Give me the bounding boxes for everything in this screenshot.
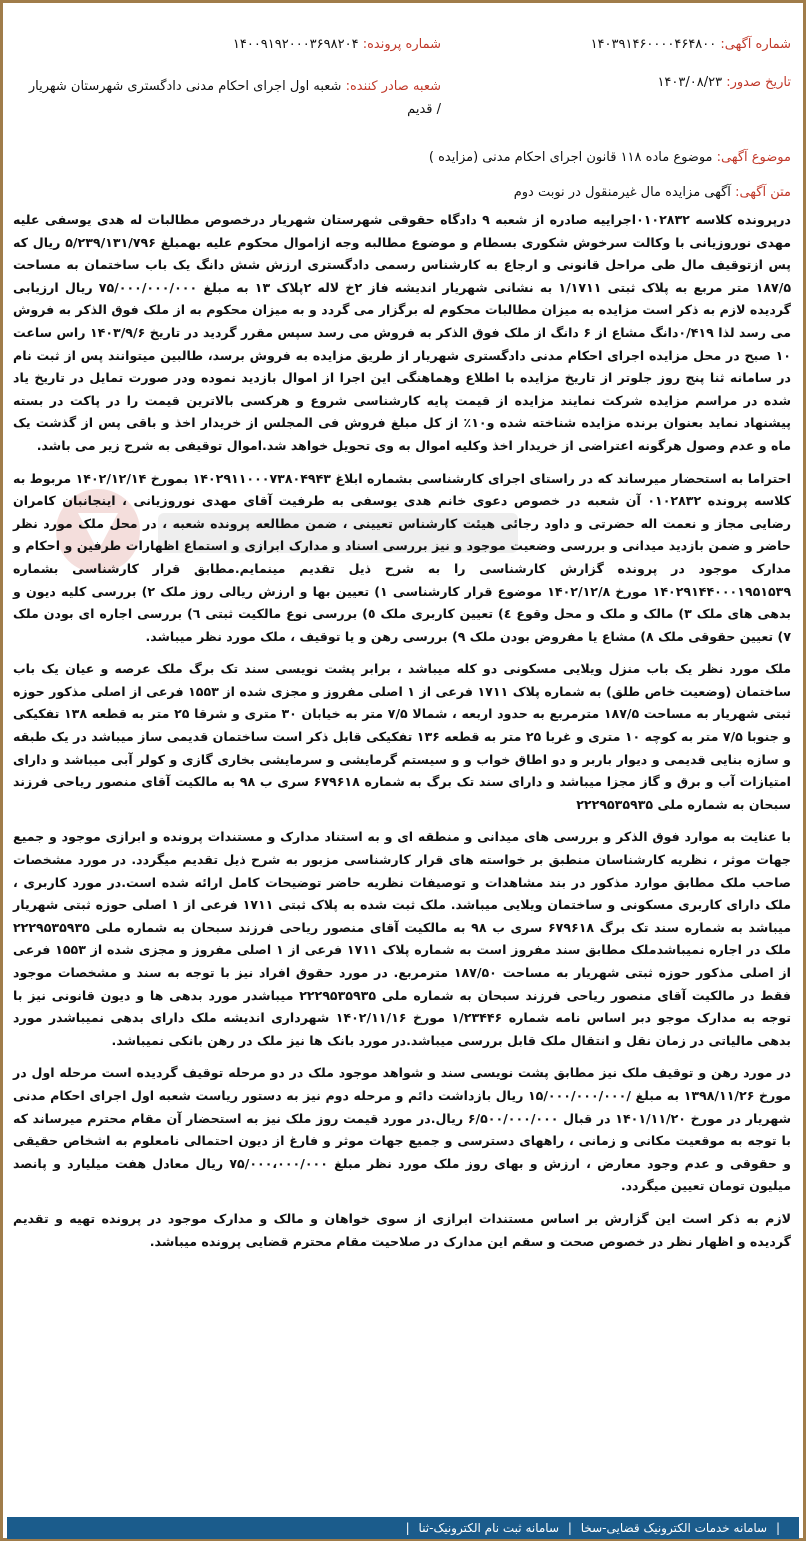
footer-bar xyxy=(7,1517,799,1539)
issue-date-row xyxy=(657,75,791,90)
ad-number: ۱۴۰۳۹۱۴۶۰۰۰۰۴۶۴۸۰۰ xyxy=(590,37,717,52)
paragraph-property-description: ملک مورد نظر یک باب منزل ویلایی مسکونی دو کله میباشد ، برابر پشت نویسی سند تک برگ ملک عرصه و عیان یک باب ساختمان (وضعیت خاص طلق) به شماره پلاک ۱۷۱۱ فرعی از ۱ اصلی مفروز و مجزی شده از ۱۵۵۳ فرعی از اصلی مذکور حوزه ثبتی شهریار به مساحت ۱۸۷/۵ مترمربع به حدود اربعه ، شمالا ۷/۵ متر به خیابان ۳۰ متری و شرقا ۲۵ متر به قطعه ۱۳۸ تفکیکی و جنوبا ۷/۵ متر به کوچه ۱۰ متری و غربا ۲۵ متر به قطعه ۱۳۶ تفکیکی قابل ذکر است ساختمان قدیمی ساز میباشد در یک طبقه و سازه بنایی قدیمی و دیوار باربر و دو اطاق خواب و و سیستم گرمایشی و سرمایشی بخاری گازی و کولر آبی میباشد و دارای امتیازات آب و برق و گاز مجزا میباشد و دارای سند تک برگ به شماره ۶۷۹۶۱۸ سری ب ۹۸ به مالکیت آقای منصور ریاحی فرزند سبحان به شماره ملی ۲۲۲۹۵۳۵۹۳۵ xyxy=(13,661,791,812)
paragraph-expert-opinion: با عنایت به موارد فوق الذکر و بررسی های میدانی و منطقه ای و به استناد مدارک و مستندات پرونده و ابرازی موجود و جمیع جهات موثر ، نظریه کارشناسان منطبق بر خواسته های قرار کارشناسی مزبور به شرح ذیل تقدیم میگردد. در مورد مشخصات صاحب ملک مطابق موارد مذکور در بند مشاهدات و توصیفات نظریه حاضر توضیحات کامل ارائه شده است.در مورد کاربری ، ملک دارای کاربری مسکونی و ساختمان ویلایی میباشد. ملک ثبت شده به پلاک ثبتی ۱۷۱۱ فرعی از ۱ اصلی حوزه ثبتی شهریار میباشد به شماره سند تک برگ ۶۷۹۶۱۸ سری ب ۹۸ به مالکیت آقای منصور ریاحی فرزند سبحان به شماره ملی ۲۲۲۹۵۳۵۹۳۵ ملک در اجاره نمیباشدملک مطابق سند مفروز است به شماره پلاک ۱۷۱۱ فرعی از ۱ اصلی مفروز و مجزی شده از ۱۵۵۳ فرعی از اصلی مذکور حوزه ثبتی شهریار به مساحت ۱۸۷/۵۰ مترمربع. در مورد حقوق افراد نیز با توجه به سند و مشخصات موجود فقط در مالکیت آقای منصور ریاحی فرزند سبحان به شماره ملی ۲۲۲۹۵۳۵۹۳۵ میباشدر مورد بدهی ها و دیون قانونی نیز با توجه به مدارک موجو دبر اساس نامه شماره ۱/۲۳۴۴۶ مورخ ۱۴۰۲/۱۱/۱۶ شهرداری اندیشه ملک دارای بدهی نمیباشدر مورد بدهی مالیاتی در زمان نقل و انتقال ملک قابل بررسی میباشد.در مورد بانک ها نیز ملک در رهن بانکی نمیباشد. xyxy=(13,829,792,1048)
footer-separator: | xyxy=(567,1521,572,1535)
paragraph-auction-terms: درپرونده کلاسه ۰۱۰۲۸۳۲اجراییه صادره از شعبه ۹ دادگاه حقوقی شهرستان شهریار درخصوص مطالبات له هدی یوسفی علیه مهدی نوروزیانی با وکالت سرخوش شکوری بسطام و موضوع مطالبه وجه ازاموال محکوم علیه بهمبلغ ۵/۲۳۹/۱۳۱/۷۹۶ ریال که پس ازتوقیف مال طی مراحل قانونی و ارجاع به کارشناس رسمی دادگستری ارزش شش دانگ یک باب ساختمان به مساحت ۱۸۷/۵ متر مربع به پلاک ثبتی ۱/۱۷۱۱ به نشانی شهریار اندیشه فاز ۲خ لاله ۲پلاک ۱۳ به مبلغ ۷۵/۰۰۰/۰۰۰/۰۰۰ ریال ارزیابی گردیده لازم به ذکر است مزایده به میزان مطالبات محکوم له برگزار می گردد و به میزان محکوم به از ملک فوق الذکر به فروش می رسد لذا ۰/۴۱۹دانگ مشاع از ۶ دانگ از ملک فوق الذکر به فروش می رسد سپس مقرر گردید در تاریخ ۱۴۰۳/۹/۶ راس ساعت ۱۰ صبح در محل مزایده اجرای احکام مدنی دادگستری شهریار از طریق مزایده به فروش برسد، طالبین میتوانند پس از ثبت نام در سامانه ثنا پنج روز جلوتر از تاریخ مزایده با اطلاع وهماهنگی این اجرا از اموال بازدید نموده ودر صورت تمایل در تاریخ یاد شده در مراسم مزایده شرکت نمایند مزایده از قیمت پایه کارشناسی شروع و هرکسی بالاترین قیمت را در پاکت در بسته پیشنهاد نماید بعنوان برنده مزایده شناخته شده و۱۰٪ از کل مبلغ فروش فی المجلس از خریدار اخذ و باقی پس از گذشت یک ماه و عدم وصول هرگونه اعتراضی از خریدار اخذ وکلیه اموال به وی تحویل خواهد شد.اموال توقیفی به شرح زیر می باشد. xyxy=(13,212,792,453)
ad-number-row xyxy=(591,37,791,52)
footer-separator: | xyxy=(775,1521,780,1535)
file-number-label: شماره پرونده: xyxy=(362,37,441,52)
notice-body xyxy=(13,209,791,1263)
file-number-row xyxy=(233,37,441,52)
paragraph-disclaimer: لازم به ذکر است این گزارش بر اساس مستندات ابرازی از سوی خواهان و مالک و مدارک موجود در پرونده تهیه و تقدیم گردیده و اظهار نظر در خصوص صحت و سقم این مدارک در صلاحیت مقام محترم قضایی پرونده میباشد. xyxy=(13,1210,791,1249)
branch-label: شعبه صادر کننده: xyxy=(345,79,441,94)
paragraph-expert-assignment: احتراما به استحضار میرساند که در راستای اجرای کارشناسی بشماره ابلاغ ۱۴۰۲۹۱۱۰۰۰۷۳۸۰۴۹۴۳ بمورخ ۱۴۰۲/۱۲/۱۴ مربوط به کلاسه پرونده ۰۱۰۲۸۳۲ آن شعبه در خصوص دعوی خانم هدی یوسفی به طرفیت آقای مهدی نوروزیانی ، اینجانبان کامران رضایی مجاز و نعمت اله حضرتی و داود رجائی هیئت کارشناس تعیینی ، ضمن مطالعه پرونده شعبه ، در محل ملک مورد نظر حاضر و ضمن بازدید میدانی و بررسی وضعیت موجود و نیز بررسی اسناد و مدارک ابرازی و استماع اظهارات طرفین و احکام و مدارک موجود در پرونده گزارش کارشناسی را به شرح ذیل تقدیم مینمایم.مطابق قرار کارشناسی بشماره ۱۴۰۲۹۱۴۴۰۰۰۱۹۵۱۵۳۹ مورخ ۱۴۰۲/۱۲/۸ موضوع قرار کارشناسی ۱) تعیین بها و ارزش ریالی روز ملک ۲) بررسی کلیه دیون و بدهی های ملک ۳) مالک و ملک و محل وقوع ٤) تعیین کاربری ملک ٥) بررسی نوع مالکیت ثبتی ٦) بررسی اجاره ای بودن ملک ۷) تعیین حقوقی ملک ۸) مشاع یا مفروض بودن ملک ۹) بررسی رهن و یا توقیف ، ملک مورد نظر میباشد. xyxy=(13,470,792,644)
issue-date: ۱۴۰۳/۰۸/۲۳ xyxy=(657,75,723,90)
ad-text-title: آگهی مزایده مال غیرمنقول در نوبت دوم xyxy=(513,185,731,200)
branch-row xyxy=(21,75,441,121)
branch: شعبه اول اجرای احکام مدنی دادگستری شهرستان شهریار / قدیم xyxy=(28,79,441,117)
footer-link-sakha[interactable]: سامانه خدمات الکترونیک قضایی-سخا xyxy=(580,1521,768,1535)
footer-link-sana[interactable]: سامانه ثبت نام الکترونیک-ثنا xyxy=(418,1521,560,1535)
subject: موضوع ماده ۱۱۸ قانون اجرای احکام مدنی (مزایده ) xyxy=(428,150,713,165)
subject-row xyxy=(429,150,791,165)
subject-label: موضوع آگهی: xyxy=(716,150,791,165)
paragraph-seizure-valuation: در مورد رهن و توقیف ملک نیز مطابق پشت نویسی سند و شواهد موجود ملک در دو مرحله توقیف گردیده است مرحله اول در مورخ ۱۳۹۸/۱۱/۲۶ به مبلغ /۱۵/۰۰۰/۰۰۰/۰۰۰ ریال بازداشت دائم و مرحله دوم نیز به دستور ریاست شعبه اول اجرای احکام مدنی شهریار در مورخ ۱۴۰۱/۱۱/۲۰ در قبال ۶/۵۰۰/۰۰۰/۰۰۰ ریال.در مورد قیمت روز ملک نیز به استحضار آن مقام محترم میرساند که با توجه به موقعیت مکانی و زمانی ، راههای دسترسی و جمیع جهات موثر و فارغ از دیون احتمالی نامعلوم به اشخاص حقیقی و حقوقی و عدم وجود معارض ، ارزش و بهای روز ملک مورد نظر مبلغ ۷۵/۰۰۰،۰۰۰/۰۰۰ ریال معادل هفت میلیارد و پانصد میلیون تومان تعیین میگردد. xyxy=(13,1065,791,1194)
issue-date-label: تاریخ صدور: xyxy=(726,75,791,90)
file-number: ۱۴۰۰۹۱۹۲۰۰۰۳۶۹۸۲۰۴ xyxy=(232,37,359,52)
footer-separator: | xyxy=(405,1521,410,1535)
ad-number-label: شماره آگهی: xyxy=(720,37,791,52)
ad-text-label: متن آگهی: xyxy=(735,185,791,200)
notice-header xyxy=(3,3,803,123)
ad-text-row xyxy=(514,185,791,200)
